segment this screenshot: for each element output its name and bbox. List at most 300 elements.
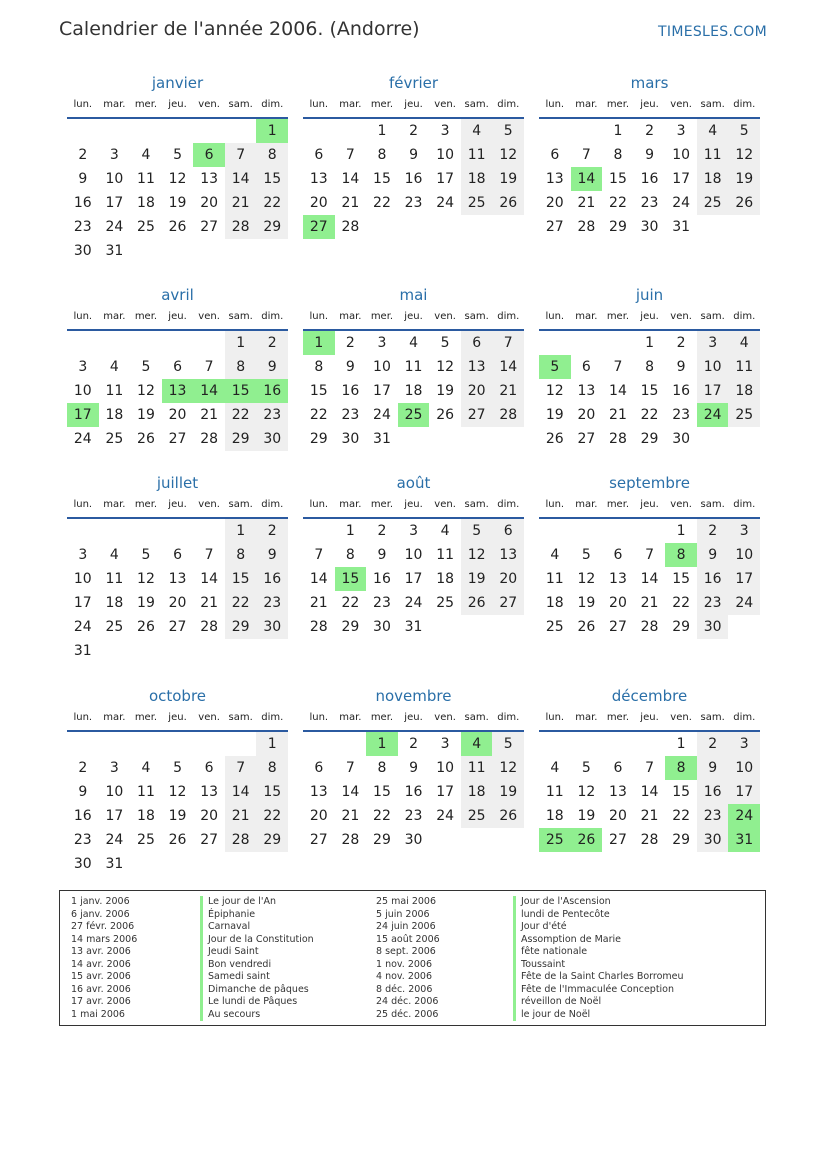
day-cell[interactable]: 26 — [577, 619, 596, 635]
day-cell[interactable]: 14 — [225, 780, 257, 804]
day-cell[interactable]: 24 — [697, 403, 729, 427]
day-cell[interactable]: 20 — [168, 407, 187, 423]
day-cell[interactable]: 23 — [404, 195, 423, 211]
day-cell[interactable]: 19 — [577, 808, 596, 824]
day-cell[interactable]: 3 — [409, 523, 418, 539]
day-cell[interactable]: 30 — [256, 427, 288, 451]
day-cell[interactable]: 12 — [137, 571, 155, 587]
day-cell[interactable]: 31 — [728, 828, 760, 852]
day-cell[interactable]: 12 — [545, 383, 564, 399]
day-cell[interactable]: 19 — [461, 567, 493, 591]
day-cell[interactable]: 3 — [440, 123, 450, 139]
day-cell[interactable]: 25 — [436, 595, 455, 611]
day-cell[interactable]: 30 — [672, 431, 691, 447]
day-cell[interactable]: 16 — [404, 784, 423, 800]
day-cell[interactable]: 7 — [645, 760, 654, 776]
day-cell[interactable]: 12 — [492, 756, 524, 780]
day-cell[interactable]: 11 — [461, 756, 493, 780]
day-cell[interactable]: 28 — [492, 403, 524, 427]
day-cell[interactable]: 26 — [492, 191, 524, 215]
day-cell[interactable]: 12 — [137, 383, 155, 399]
day-cell[interactable]: 18 — [461, 167, 493, 191]
day-cell[interactable]: 13 — [200, 784, 219, 800]
day-cell[interactable]: 12 — [461, 543, 493, 567]
day-cell[interactable]: 22 — [225, 403, 257, 427]
day-cell[interactable]: 17 — [672, 171, 691, 187]
day-cell[interactable]: 17 — [404, 571, 423, 587]
day-cell[interactable]: 28 — [200, 619, 219, 635]
day-cell[interactable]: 8 — [225, 355, 257, 379]
day-cell[interactable]: 8 — [256, 756, 288, 780]
day-cell[interactable]: 22 — [309, 407, 328, 423]
day-cell[interactable]: 12 — [577, 571, 596, 587]
day-cell[interactable]: 8 — [256, 143, 288, 167]
day-cell[interactable]: 5 — [539, 355, 571, 379]
day-cell[interactable]: 27 — [609, 832, 627, 848]
day-cell[interactable]: 3 — [697, 331, 729, 355]
day-cell[interactable]: 11 — [404, 359, 423, 375]
day-cell[interactable]: 21 — [200, 595, 219, 611]
day-cell[interactable]: 21 — [309, 595, 328, 611]
day-cell[interactable]: 28 — [309, 619, 328, 635]
day-cell[interactable]: 22 — [373, 808, 391, 824]
day-cell[interactable]: 8 — [314, 359, 324, 375]
day-cell[interactable]: 14 — [640, 784, 659, 800]
day-cell[interactable]: 28 — [577, 219, 596, 235]
day-cell[interactable]: 13 — [609, 571, 627, 587]
day-cell[interactable]: 11 — [697, 143, 729, 167]
day-cell[interactable]: 12 — [492, 143, 524, 167]
day-cell[interactable]: 22 — [225, 591, 257, 615]
day-cell[interactable]: 7 — [581, 147, 591, 163]
day-cell[interactable]: 27 — [609, 619, 627, 635]
day-cell[interactable]: 6 — [613, 760, 623, 776]
day-cell[interactable]: 19 — [492, 167, 524, 191]
day-cell[interactable]: 6 — [613, 547, 623, 563]
day-cell[interactable]: 1 — [377, 123, 387, 139]
day-cell[interactable]: 26 — [168, 832, 187, 848]
day-cell[interactable]: 15 — [672, 571, 691, 587]
day-cell[interactable]: 8 — [665, 756, 697, 780]
day-cell[interactable]: 21 — [640, 808, 659, 824]
day-cell[interactable]: 20 — [168, 595, 187, 611]
day-cell[interactable]: 29 — [225, 427, 257, 451]
day-cell[interactable]: 17 — [73, 595, 92, 611]
day-cell[interactable]: 7 — [345, 147, 355, 163]
day-cell[interactable]: 28 — [200, 431, 219, 447]
day-cell[interactable]: 29 — [672, 619, 691, 635]
day-cell[interactable]: 16 — [373, 571, 391, 587]
day-cell[interactable]: 2 — [409, 736, 418, 752]
day-cell[interactable]: 8 — [645, 359, 654, 375]
day-cell[interactable]: 10 — [105, 171, 124, 187]
day-cell[interactable]: 10 — [728, 543, 760, 567]
day-cell[interactable]: 11 — [461, 143, 493, 167]
day-cell[interactable]: 22 — [672, 595, 691, 611]
day-cell[interactable]: 15 — [672, 784, 691, 800]
day-cell[interactable]: 4 — [141, 760, 151, 776]
day-cell[interactable]: 25 — [697, 191, 729, 215]
day-cell[interactable]: 25 — [137, 832, 155, 848]
day-cell[interactable]: 1 — [256, 732, 288, 756]
day-cell[interactable]: 23 — [373, 595, 391, 611]
day-cell[interactable]: 21 — [341, 808, 360, 824]
day-cell[interactable]: 12 — [577, 784, 596, 800]
day-cell[interactable]: 31 — [105, 856, 124, 872]
day-cell[interactable]: 2 — [645, 123, 654, 139]
day-cell[interactable]: 26 — [137, 431, 155, 447]
day-cell[interactable]: 9 — [78, 784, 88, 800]
day-cell[interactable]: 15 — [225, 567, 257, 591]
day-cell[interactable]: 16 — [404, 171, 423, 187]
day-cell[interactable]: 5 — [141, 547, 151, 563]
day-cell[interactable]: 8 — [665, 543, 697, 567]
day-cell[interactable]: 31 — [373, 431, 391, 447]
day-cell[interactable]: 18 — [545, 595, 564, 611]
day-cell[interactable]: 23 — [672, 407, 691, 423]
day-cell[interactable]: 26 — [137, 619, 155, 635]
day-cell[interactable]: 24 — [373, 407, 391, 423]
day-cell[interactable]: 27 — [492, 591, 524, 615]
day-cell[interactable]: 30 — [697, 615, 729, 639]
day-cell[interactable]: 1 — [225, 331, 257, 355]
day-cell[interactable]: 1 — [303, 331, 335, 355]
day-cell[interactable]: 17 — [436, 784, 455, 800]
day-cell[interactable]: 11 — [105, 383, 124, 399]
day-cell[interactable]: 19 — [137, 407, 155, 423]
day-cell[interactable]: 6 — [550, 147, 560, 163]
day-cell[interactable]: 21 — [577, 195, 596, 211]
day-cell[interactable]: 24 — [73, 619, 92, 635]
day-cell[interactable]: 8 — [377, 760, 387, 776]
day-cell[interactable]: 9 — [676, 359, 686, 375]
day-cell[interactable]: 10 — [105, 784, 124, 800]
day-cell[interactable]: 3 — [78, 547, 88, 563]
day-cell[interactable]: 17 — [105, 808, 124, 824]
day-cell[interactable]: 21 — [341, 195, 360, 211]
day-cell[interactable]: 1 — [256, 119, 288, 143]
day-cell[interactable]: 10 — [436, 147, 455, 163]
day-cell[interactable]: 7 — [204, 547, 214, 563]
day-cell[interactable]: 13 — [461, 355, 493, 379]
day-cell[interactable]: 6 — [204, 760, 214, 776]
day-cell[interactable]: 12 — [436, 359, 455, 375]
day-cell[interactable]: 16 — [640, 171, 659, 187]
day-cell[interactable]: 22 — [256, 191, 288, 215]
day-cell[interactable]: 13 — [162, 379, 194, 403]
day-cell[interactable]: 3 — [109, 147, 119, 163]
day-cell[interactable]: 30 — [341, 431, 360, 447]
day-cell[interactable]: 25 — [105, 431, 124, 447]
day-cell[interactable]: 11 — [728, 355, 760, 379]
day-cell[interactable]: 17 — [373, 383, 391, 399]
day-cell[interactable]: 29 — [309, 431, 328, 447]
day-cell[interactable]: 6 — [314, 760, 324, 776]
day-cell[interactable]: 2 — [409, 123, 418, 139]
day-cell[interactable]: 6 — [461, 331, 493, 355]
day-cell[interactable]: 22 — [341, 595, 360, 611]
day-cell[interactable]: 5 — [492, 119, 524, 143]
day-cell[interactable]: 19 — [137, 595, 155, 611]
day-cell[interactable]: 30 — [404, 832, 423, 848]
day-cell[interactable]: 25 — [728, 403, 760, 427]
day-cell[interactable]: 16 — [341, 383, 360, 399]
day-cell[interactable]: 16 — [73, 195, 92, 211]
day-cell[interactable]: 30 — [697, 828, 729, 852]
day-cell[interactable]: 1 — [676, 523, 686, 539]
day-cell[interactable]: 13 — [309, 171, 328, 187]
day-cell[interactable]: 25 — [105, 619, 124, 635]
day-cell[interactable]: 12 — [728, 143, 760, 167]
day-cell[interactable]: 24 — [672, 195, 691, 211]
day-cell[interactable]: 4 — [697, 119, 729, 143]
day-cell[interactable]: 27 — [200, 832, 219, 848]
day-cell[interactable]: 4 — [141, 147, 151, 163]
day-cell[interactable]: 11 — [137, 784, 155, 800]
day-cell[interactable]: 15 — [256, 780, 288, 804]
day-cell[interactable]: 20 — [200, 808, 219, 824]
day-cell[interactable]: 27 — [168, 619, 187, 635]
day-cell[interactable]: 26 — [168, 219, 187, 235]
day-cell[interactable]: 13 — [309, 784, 328, 800]
day-cell[interactable]: 26 — [436, 407, 455, 423]
day-cell[interactable]: 23 — [341, 407, 360, 423]
day-cell[interactable]: 23 — [640, 195, 659, 211]
day-cell[interactable]: 27 — [461, 403, 493, 427]
day-cell[interactable]: 29 — [256, 828, 288, 852]
day-cell[interactable]: 25 — [137, 219, 155, 235]
day-cell[interactable]: 28 — [341, 219, 360, 235]
day-cell[interactable]: 10 — [404, 547, 423, 563]
day-cell[interactable]: 24 — [728, 804, 760, 828]
day-cell[interactable]: 15 — [373, 784, 391, 800]
day-cell[interactable]: 1 — [366, 732, 398, 756]
day-cell[interactable]: 17 — [105, 195, 124, 211]
day-cell[interactable]: 5 — [141, 359, 151, 375]
day-cell[interactable]: 15 — [256, 167, 288, 191]
day-cell[interactable]: 4 — [550, 760, 560, 776]
day-cell[interactable]: 14 — [225, 167, 257, 191]
day-cell[interactable]: 4 — [109, 547, 119, 563]
day-cell[interactable]: 18 — [137, 195, 155, 211]
day-cell[interactable]: 27 — [309, 832, 328, 848]
day-cell[interactable]: 2 — [345, 335, 355, 351]
day-cell[interactable]: 26 — [492, 804, 524, 828]
day-cell[interactable]: 3 — [377, 335, 387, 351]
day-cell[interactable]: 9 — [256, 355, 288, 379]
day-cell[interactable]: 2 — [256, 519, 288, 543]
day-cell[interactable]: 23 — [256, 403, 288, 427]
day-cell[interactable]: 13 — [200, 171, 219, 187]
day-cell[interactable]: 29 — [256, 215, 288, 239]
day-cell[interactable]: 27 — [303, 215, 335, 239]
day-cell[interactable]: 17 — [728, 780, 760, 804]
day-cell[interactable]: 2 — [78, 760, 88, 776]
day-cell[interactable]: 15 — [225, 379, 257, 403]
day-cell[interactable]: 28 — [225, 828, 257, 852]
day-cell[interactable]: 13 — [577, 383, 596, 399]
day-cell[interactable]: 10 — [728, 756, 760, 780]
day-cell[interactable]: 7 — [613, 359, 623, 375]
day-cell[interactable]: 28 — [609, 431, 627, 447]
day-cell[interactable]: 23 — [73, 832, 92, 848]
day-cell[interactable]: 12 — [168, 171, 187, 187]
day-cell[interactable]: 25 — [461, 191, 493, 215]
day-cell[interactable]: 24 — [436, 808, 455, 824]
day-cell[interactable]: 21 — [640, 595, 659, 611]
day-cell[interactable]: 14 — [640, 571, 659, 587]
brand-logo[interactable]: TIMESLES.COM — [658, 24, 767, 40]
day-cell[interactable]: 18 — [545, 808, 564, 824]
day-cell[interactable]: 3 — [728, 732, 760, 756]
day-cell[interactable]: 27 — [545, 219, 564, 235]
day-cell[interactable]: 30 — [373, 619, 391, 635]
day-cell[interactable]: 9 — [377, 547, 387, 563]
day-cell[interactable]: 31 — [672, 219, 691, 235]
day-cell[interactable]: 20 — [309, 808, 328, 824]
day-cell[interactable]: 8 — [613, 147, 623, 163]
day-cell[interactable]: 27 — [577, 431, 596, 447]
day-cell[interactable]: 29 — [609, 219, 627, 235]
day-cell[interactable]: 13 — [545, 171, 564, 187]
day-cell[interactable]: 30 — [640, 219, 659, 235]
day-cell[interactable]: 28 — [341, 832, 360, 848]
day-cell[interactable]: 11 — [545, 571, 564, 587]
day-cell[interactable]: 20 — [492, 567, 524, 591]
day-cell[interactable]: 23 — [404, 808, 423, 824]
day-cell[interactable]: 25 — [461, 804, 493, 828]
day-cell[interactable]: 15 — [373, 171, 391, 187]
day-cell[interactable]: 7 — [345, 760, 355, 776]
day-cell[interactable]: 25 — [545, 619, 564, 635]
day-cell[interactable]: 20 — [200, 195, 219, 211]
day-cell[interactable]: 2 — [697, 519, 729, 543]
day-cell[interactable]: 6 — [173, 547, 182, 563]
day-cell[interactable]: 5 — [173, 147, 182, 163]
day-cell[interactable]: 4 — [409, 335, 418, 351]
day-cell[interactable]: 16 — [73, 808, 92, 824]
day-cell[interactable]: 11 — [545, 784, 564, 800]
day-cell[interactable]: 18 — [105, 407, 124, 423]
day-cell[interactable]: 14 — [193, 379, 225, 403]
day-cell[interactable]: 14 — [571, 167, 603, 191]
day-cell[interactable]: 2 — [78, 147, 88, 163]
day-cell[interactable]: 4 — [109, 359, 119, 375]
day-cell[interactable]: 30 — [73, 856, 92, 872]
day-cell[interactable]: 18 — [404, 383, 423, 399]
day-cell[interactable]: 29 — [341, 619, 360, 635]
day-cell[interactable]: 28 — [225, 215, 257, 239]
day-cell[interactable]: 31 — [404, 619, 423, 635]
day-cell[interactable]: 26 — [545, 431, 564, 447]
day-cell[interactable]: 24 — [436, 195, 455, 211]
day-cell[interactable]: 17 — [728, 567, 760, 591]
day-cell[interactable]: 24 — [404, 595, 423, 611]
day-cell[interactable]: 31 — [73, 643, 92, 659]
day-cell[interactable]: 19 — [168, 195, 187, 211]
day-cell[interactable]: 1 — [645, 335, 654, 351]
day-cell[interactable]: 14 — [341, 784, 360, 800]
day-cell[interactable]: 18 — [697, 167, 729, 191]
day-cell[interactable]: 2 — [256, 331, 288, 355]
day-cell[interactable]: 24 — [73, 431, 92, 447]
day-cell[interactable]: 9 — [697, 543, 729, 567]
day-cell[interactable]: 26 — [461, 591, 493, 615]
day-cell[interactable]: 5 — [581, 547, 591, 563]
day-cell[interactable]: 19 — [492, 780, 524, 804]
day-cell[interactable]: 2 — [697, 732, 729, 756]
day-cell[interactable]: 28 — [640, 832, 659, 848]
day-cell[interactable]: 29 — [640, 431, 659, 447]
day-cell[interactable]: 14 — [309, 571, 328, 587]
day-cell[interactable]: 9 — [697, 756, 729, 780]
day-cell[interactable]: 8 — [345, 547, 355, 563]
day-cell[interactable]: 23 — [697, 591, 729, 615]
day-cell[interactable]: 19 — [728, 167, 760, 191]
day-cell[interactable]: 5 — [492, 732, 524, 756]
day-cell[interactable]: 26 — [571, 828, 603, 852]
day-cell[interactable]: 13 — [609, 784, 627, 800]
day-cell[interactable]: 30 — [73, 243, 92, 259]
day-cell[interactable]: 21 — [200, 407, 219, 423]
day-cell[interactable]: 6 — [492, 519, 524, 543]
day-cell[interactable]: 1 — [345, 523, 355, 539]
day-cell[interactable]: 20 — [545, 195, 564, 211]
day-cell[interactable]: 21 — [492, 379, 524, 403]
day-cell[interactable]: 11 — [436, 547, 455, 563]
day-cell[interactable]: 1 — [225, 519, 257, 543]
day-cell[interactable]: 1 — [676, 736, 686, 752]
day-cell[interactable]: 27 — [200, 219, 219, 235]
day-cell[interactable]: 8 — [377, 147, 387, 163]
day-cell[interactable]: 2 — [676, 335, 686, 351]
day-cell[interactable]: 25 — [539, 828, 571, 852]
day-cell[interactable]: 21 — [225, 804, 257, 828]
day-cell[interactable]: 18 — [137, 808, 155, 824]
day-cell[interactable]: 9 — [78, 171, 88, 187]
day-cell[interactable]: 16 — [672, 383, 691, 399]
day-cell[interactable]: 6 — [581, 359, 591, 375]
day-cell[interactable]: 4 — [461, 732, 493, 756]
day-cell[interactable]: 29 — [225, 615, 257, 639]
day-cell[interactable]: 7 — [492, 331, 524, 355]
day-cell[interactable]: 4 — [550, 547, 560, 563]
day-cell[interactable]: 6 — [173, 359, 182, 375]
day-cell[interactable]: 11 — [105, 571, 124, 587]
day-cell[interactable]: 24 — [105, 219, 124, 235]
day-cell[interactable]: 21 — [225, 191, 257, 215]
day-cell[interactable]: 16 — [256, 567, 288, 591]
day-cell[interactable]: 24 — [105, 832, 124, 848]
day-cell[interactable]: 22 — [373, 195, 391, 211]
day-cell[interactable]: 16 — [256, 379, 288, 403]
day-cell[interactable]: 23 — [73, 219, 92, 235]
day-cell[interactable]: 13 — [168, 571, 187, 587]
day-cell[interactable]: 26 — [728, 191, 760, 215]
day-cell[interactable]: 14 — [341, 171, 360, 187]
day-cell[interactable]: 7 — [314, 547, 324, 563]
day-cell[interactable]: 30 — [256, 615, 288, 639]
day-cell[interactable]: 20 — [461, 379, 493, 403]
day-cell[interactable]: 6 — [314, 147, 324, 163]
day-cell[interactable]: 9 — [645, 147, 654, 163]
day-cell[interactable]: 15 — [609, 171, 627, 187]
day-cell[interactable]: 4 — [728, 331, 760, 355]
day-cell[interactable]: 19 — [168, 808, 187, 824]
day-cell[interactable]: 6 — [193, 143, 225, 167]
day-cell[interactable]: 9 — [256, 543, 288, 567]
day-cell[interactable]: 31 — [105, 243, 124, 259]
